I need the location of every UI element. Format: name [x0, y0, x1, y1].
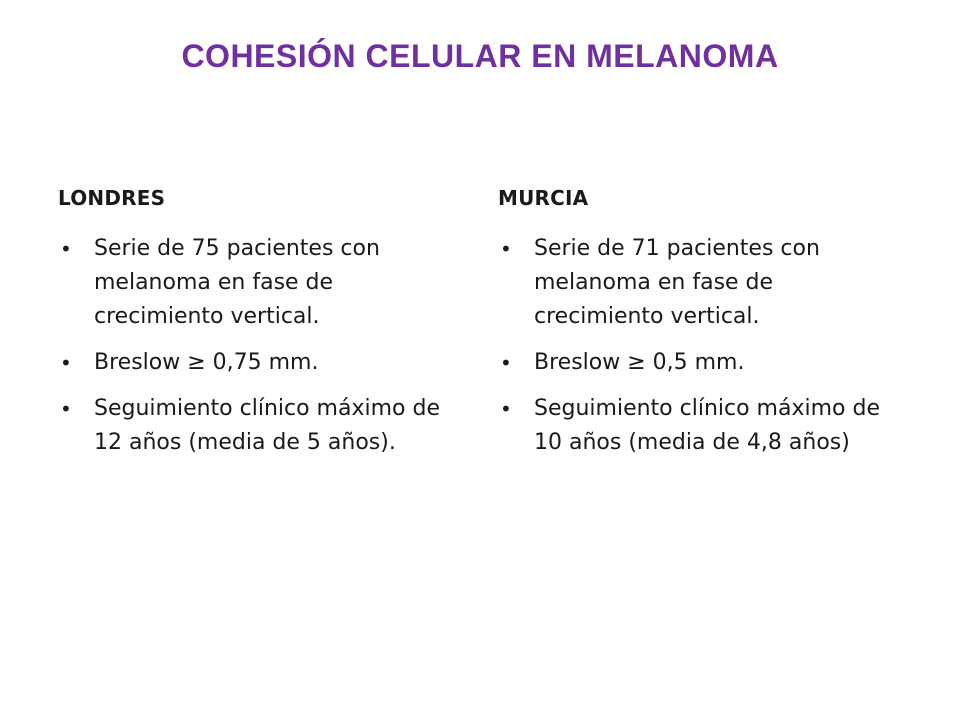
bullet-text: Serie de 71 pacientes con melanoma en fase de crecimiento vertical. [534, 236, 820, 329]
bullet-text: Breslow ≥ 0,75 mm. [94, 350, 319, 375]
bullet-list-murcia [498, 232, 908, 460]
bullet-icon: • [500, 237, 512, 261]
list-item [498, 392, 908, 460]
bullet-text: Breslow ≥ 0,5 mm. [534, 350, 745, 375]
list-item [498, 346, 908, 380]
list-item [58, 232, 468, 334]
bullet-text: Seguimiento clínico máximo de 10 años (media de 4,8 años) [534, 396, 880, 455]
bullet-text: Seguimiento clínico máximo de 12 años (media de 5 años). [94, 396, 440, 455]
slide-title: COHESIÓN CELULAR EN MELANOMA [181, 38, 779, 74]
column-londres [58, 186, 468, 472]
bullet-icon: • [500, 351, 512, 375]
bullet-icon: • [60, 237, 72, 261]
column-murcia [498, 186, 908, 472]
bullet-icon: • [500, 397, 512, 421]
bullet-list-londres [58, 232, 468, 460]
bullet-text: Serie de 75 pacientes con melanoma en fase de crecimiento vertical. [94, 236, 380, 329]
column-heading-londres: LONDRES [58, 186, 166, 210]
column-heading-murcia: MURCIA [498, 186, 589, 210]
list-item [58, 392, 468, 460]
bullet-icon: • [60, 397, 72, 421]
bullet-icon: • [60, 351, 72, 375]
list-item [58, 346, 468, 380]
list-item [498, 232, 908, 334]
